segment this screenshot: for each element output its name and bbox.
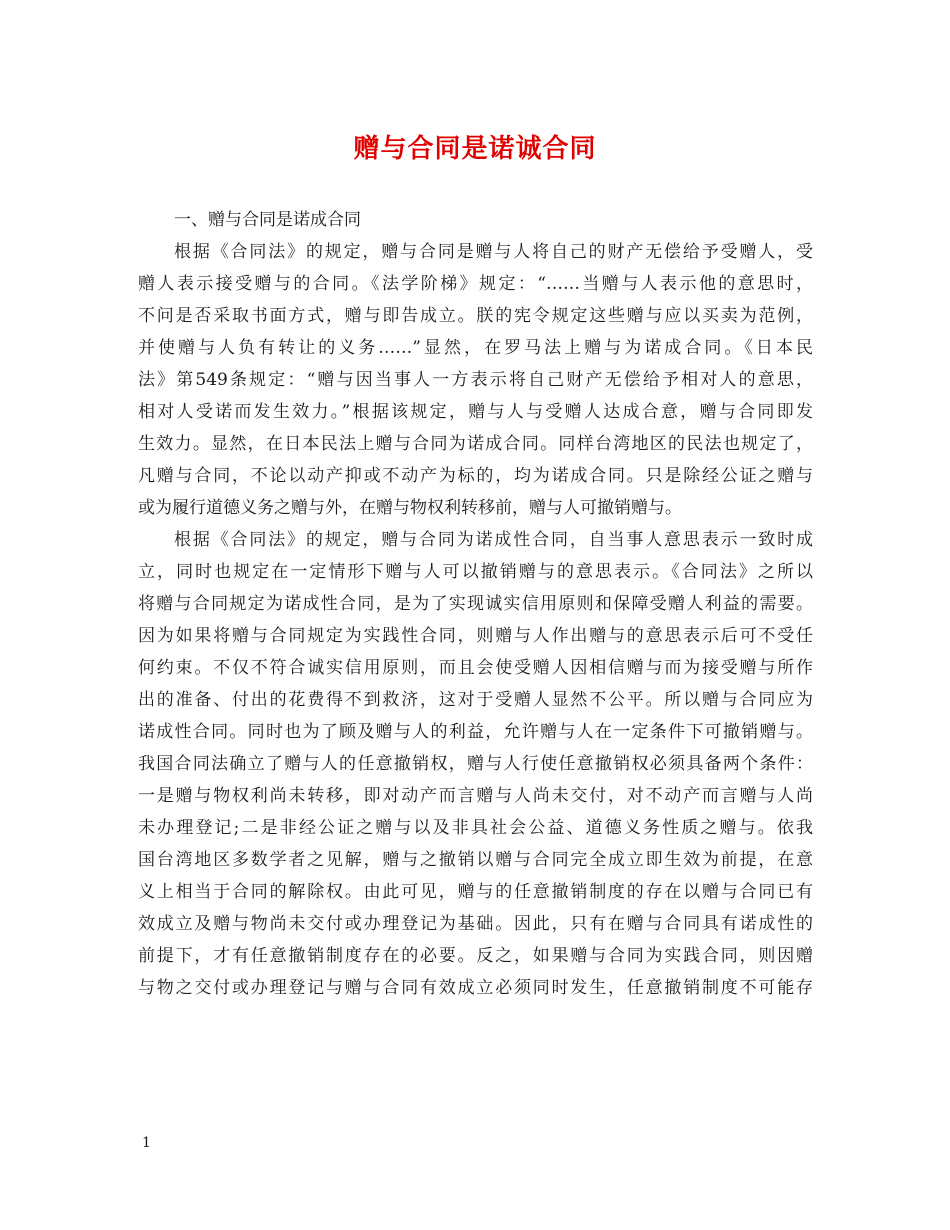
text-line: 国台湾地区多数学者之见解，赠与之撤销以赠与合同完全成立即生效为前提，在意	[138, 850, 813, 870]
text-line: 相对人受诺而发生效力。”根据该规定，赠与人与受赠人达成合意，赠与合同即发	[138, 402, 813, 422]
text-line: 立，同时也规定在一定情形下赠与人可以撤销赠与的意思表示。《合同法》之所以	[138, 562, 813, 582]
text-line: 诺成性合同。同时也为了顾及赠与人的利益，允许赠与人在一定条件下可撤销赠与。	[138, 722, 813, 742]
text-line: 根据《合同法》的规定，赠与合同为诺成性合同，自当事人意思表示一致时成	[174, 530, 813, 550]
page-number: 1	[142, 1135, 151, 1151]
text-line: 效成立及赠与物尚未交付或办理登记为基础。因此，只有在赠与合同具有诺成性的	[138, 914, 813, 934]
document-body	[138, 204, 813, 1004]
text-line: 我国合同法确立了赠与人的任意撤销权，赠与人行使任意撤销权必须具备两个条件：	[138, 754, 813, 774]
text-line: 未办理登记;二是非经公证之赠与以及非具社会公益、道德义务性质之赠与。依我	[138, 818, 813, 838]
document-title: 赠与合同是诺诚合同	[353, 134, 597, 164]
text-line: 根据《合同法》的规定，赠与合同是赠与人将自己的财产无偿给予受赠人，受	[174, 242, 813, 262]
text-line: 生效力。显然，在日本民法上赠与合同为诺成合同。同样台湾地区的民法也规定了，	[138, 434, 813, 454]
text-line: 前提下，才有任意撤销制度存在的必要。反之，如果赠与合同为实践合同，则因赠	[138, 946, 813, 966]
text-line: 赠人表示接受赠与的合同。《法学阶梯》规定：“……当赠与人表示他的意思时，	[138, 274, 813, 294]
text-line: 凡赠与合同，不论以动产抑或不动产为标的，均为诺成合同。只是除经公证之赠与	[138, 466, 813, 486]
text-line: 因为如果将赠与合同规定为实践性合同，则赠与人作出赠与的意思表示后可不受任	[138, 626, 813, 646]
text-line: 何约束。不仅不符合诚实信用原则，而且会使受赠人因相信赠与而为接受赠与所作	[138, 658, 813, 678]
text-line: 义上相当于合同的解除权。由此可见，赠与的任意撤销制度的存在以赠与合同已有	[138, 882, 813, 902]
text-line: 出的准备、付出的花费得不到救济，这对于受赠人显然不公平。所以赠与合同应为	[138, 690, 813, 710]
text-line: 一是赠与物权利尚未转移，即对动产而言赠与人尚未交付，对不动产而言赠与人尚	[138, 786, 813, 806]
text-line: 并使赠与人负有转让的义务……”显然，在罗马法上赠与为诺成合同。《日本民	[138, 338, 813, 358]
text-line: 与物之交付或办理登记与赠与合同有效成立必须同时发生，任意撤销制度不可能存	[138, 978, 813, 998]
text-line: 不问是否采取书面方式，赠与即告成立。朕的宪令规定这些赠与应以买卖为范例，	[138, 306, 813, 326]
text-line: 法》第549条规定：“赠与因当事人一方表示将自己财产无偿给予相对人的意思，	[138, 370, 813, 390]
text-line: 或为履行道德义务之赠与外，在赠与物权利转移前，赠与人可撤销赠与。	[138, 498, 682, 518]
section-heading: 一、赠与合同是诺成合同	[174, 210, 361, 230]
text-line: 将赠与合同规定为诺成性合同，是为了实现诚实信用原则和保障受赠人利益的需要。	[138, 594, 813, 614]
